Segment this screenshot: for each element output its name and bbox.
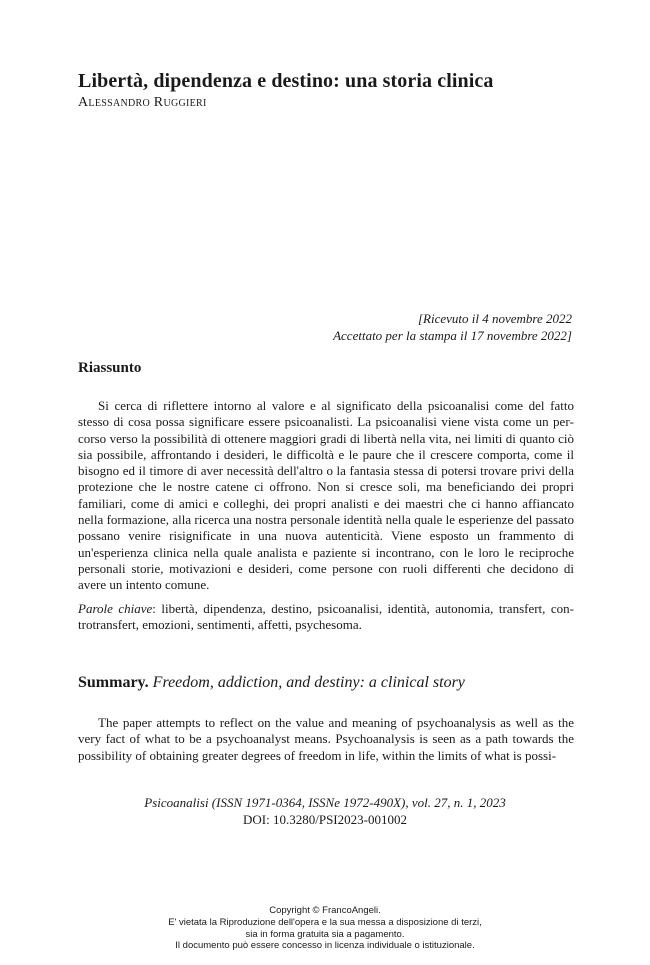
copyright-line: E' vietata la Riproduzione dell'opera e la sua messa a disposizione di terzi, [168, 916, 482, 928]
copyright-line: Copyright © FrancoAngeli. [269, 905, 381, 916]
keywords-label: Parole chiave [78, 601, 153, 616]
summary-subtitle: Freedom, addiction, and destiny: a clinical story [152, 674, 465, 691]
summary-label: Summary. [78, 674, 149, 691]
summary-heading [78, 674, 465, 692]
received-date: [Ricevuto il 4 novembre 2022 [417, 311, 572, 326]
riassunto-heading: Riassunto [78, 360, 142, 376]
article-title: Libertà, dipendenza e destino: una storia clinica [78, 70, 494, 92]
author-name: Alessandro Ruggieri [78, 95, 207, 110]
keywords [78, 601, 574, 634]
copyright-line: Il documento può essere concesso in licenza individuale o istituzionale. [175, 940, 475, 952]
riassunto-text: Si cerca di riflettere intorno al valore e al significato della psicoanalisi come del fatto stesso di cosa possa significare essere psicoanalisti. La psicoanalisi viene vista come un percorso verso la possibilità di ottenere maggiori gradi di libertà nella vita, nei limiti di quanto ciò sia possibile, affrontando i desideri, le difficoltà e le paure che il crescere comporta, come il bisogno ed il timore di aver necessità dell'altro o la fantasia stessa di potersi trovare privi della protezione che le nostre catene ci offrono. Non si cresce soli, ma beneficiando dei propri familiari, come di amici e colleghi, dei propri analisti e dei maestri che ci hanno affiancato nella formazione, alla ricerca una nostra personale identità nella quale le esperienze del passato possano venire risignificate in una nuova autenticità. Viene esposto un frammento di un'esperienza clinica nella quale analista e paziente si incontrano, con le loro le reciproche personali storie, motivazioni e desideri, come persone con ruoli differenti che decidono di avere un intento comune. [78, 398, 574, 593]
doi: DOI: 10.3280/PSI2023-001002 [243, 812, 407, 827]
accepted-date: Accettato per la stampa il 17 novembre 2022] [333, 328, 572, 343]
received-dates [172, 310, 572, 344]
keywords-text: : libertà, dipendenza, destino, psicoanalisi, identità, autonomia, transfert, controtransfert, emozioni, sentimenti, affetti, psychesoma. [78, 601, 574, 633]
journal-citation: Psicoanalisi (ISSN 1971-0364, ISSNe 1972-490X), vol. 27, n. 1, 2023 [144, 795, 506, 810]
summary-text: The paper attempts to reflect on the value and meaning of psychoanalysis as well as the very fact of what to be a psychoanalyst means. Psychoanalysis is seen as a path towards the possibility of obtaining greater degrees of freedom in life, within the limits of what is possi- [78, 715, 574, 763]
copyright-line: sia in forma gratuita sia a pagamento. [245, 928, 405, 940]
copyright-notice [0, 905, 650, 952]
